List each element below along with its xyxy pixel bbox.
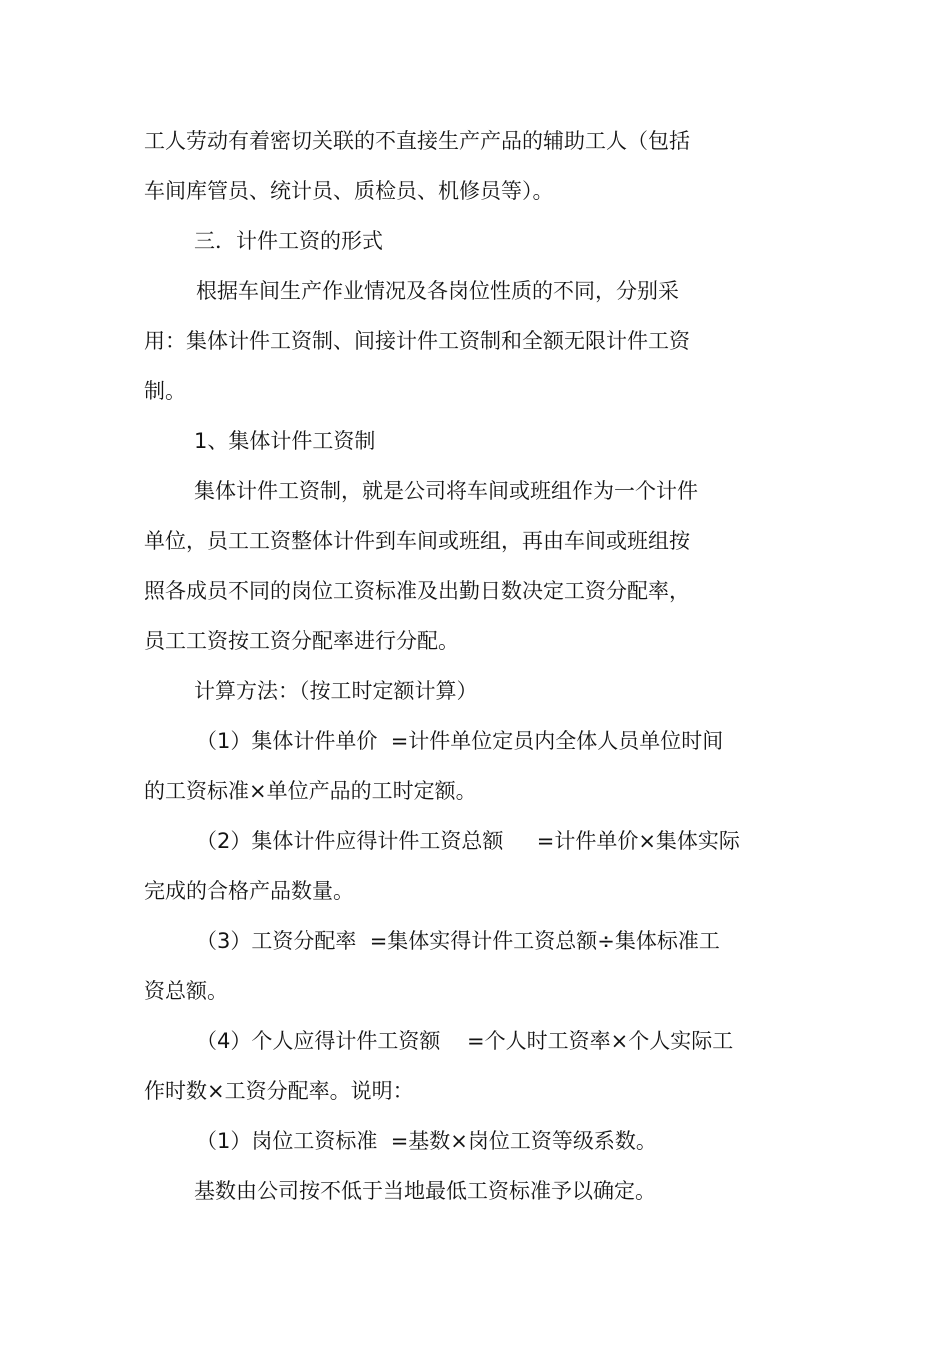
formula-line: （1）集体计件单价 =计件单位定员内全体人员单位时间 [196, 729, 724, 753]
body-text-line: 计算方法：（按工时定额计算） [194, 679, 478, 703]
body-text-line: 员工工资按工资分配率进行分配。 [144, 629, 459, 653]
body-text-line: 根据车间生产作业情况及各岗位性质的不同，分别采 [196, 279, 679, 303]
body-text-line: 用：集体计件工资制、间接计件工资制和全额无限计件工资 [144, 329, 690, 353]
body-text-line: 资总额。 [144, 979, 228, 1003]
body-text-line: 基数由公司按不低于当地最低工资标准予以确定。 [194, 1179, 656, 1203]
section-heading: 三．计件工资的形式 [194, 229, 383, 253]
body-text-line: 照各成员不同的岗位工资标准及出勤日数决定工资分配率， [144, 579, 690, 603]
body-text-line: 制。 [144, 379, 186, 403]
formula-line: （3）工资分配率 =集体实得计件工资总额÷集体标准工 [196, 929, 720, 953]
body-text-line: 车间库管员、统计员、质检员、机修员等）。 [144, 179, 554, 203]
body-text-line: 单位，员工工资整体计件到车间或班组，再由车间或班组按 [144, 529, 690, 553]
formula-line: （2）集体计件应得计件工资总额 =计件单价×集体实际 [196, 829, 740, 853]
body-text-line: 工人劳动有着密切关联的不直接生产产品的辅助工人（包括 [144, 129, 690, 153]
formula-line: （1）岗位工资标准 =基数×岗位工资等级系数。 [196, 1129, 657, 1153]
formula-line: （4）个人应得计件工资额 =个人时工资率×个人实际工 [196, 1029, 734, 1053]
subsection-heading: 1、集体计件工资制 [194, 429, 376, 453]
body-text-line: 的工资标准×单位产品的工时定额。 [144, 779, 477, 803]
body-text-line: 完成的合格产品数量。 [144, 879, 354, 903]
body-text-line: 作时数×工资分配率。说明： [144, 1079, 414, 1103]
body-text-line: 集体计件工资制，就是公司将车间或班组作为一个计件 [194, 479, 698, 503]
